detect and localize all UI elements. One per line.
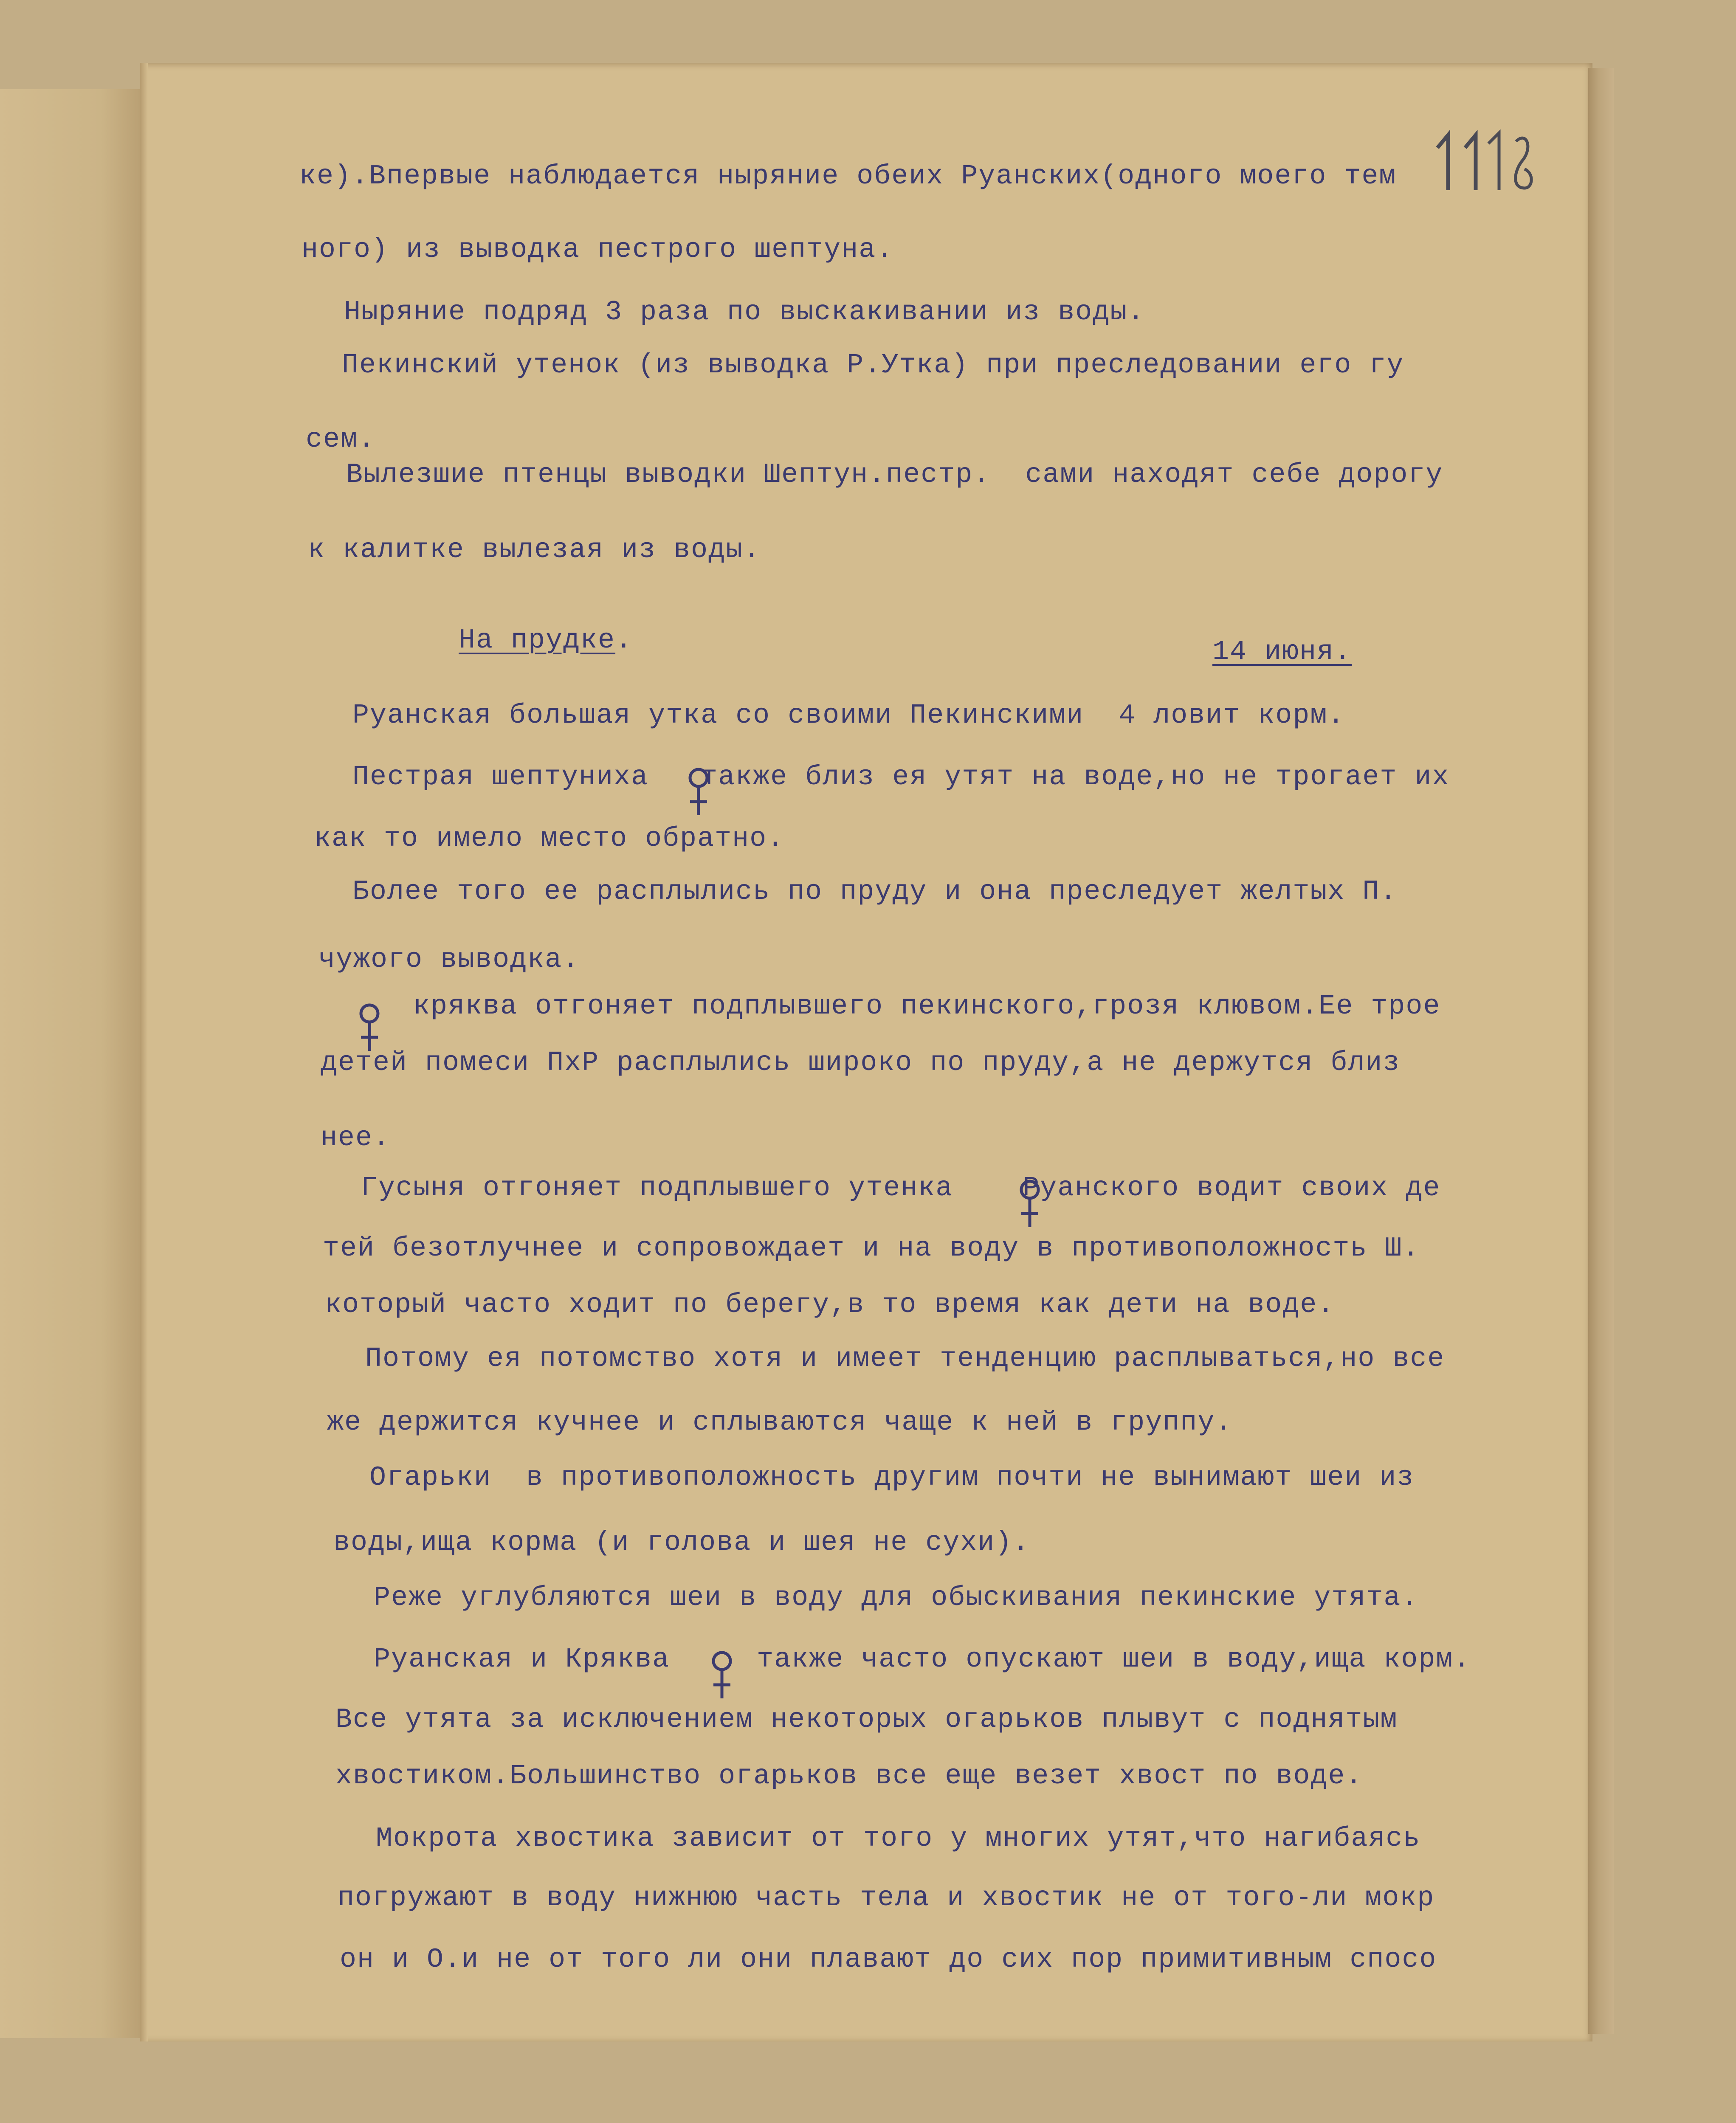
heading-place-suffix: . — [615, 625, 633, 656]
section-heading-place — [459, 623, 633, 657]
page-number-handwritten — [1425, 118, 1539, 203]
facing-page — [0, 89, 144, 2038]
text-line: Более того ее расплылись по пруду и она преследует желтых П. — [352, 876, 1398, 907]
page-number-scribble-icon — [1425, 118, 1539, 203]
text-line: Пекинский утенок (из выводка Р.Утка) при преследовании его гу — [342, 349, 1404, 381]
text-line: детей помеси ПхР расплылись широко по пруду,а не держутся близ — [321, 1047, 1401, 1078]
text-line: Огарьки в противоположность другим почти не вынимают шеи из — [369, 1462, 1415, 1493]
female-sign-icon — [707, 1647, 737, 1703]
text-line: чужого выводка. — [318, 944, 580, 975]
text-line: сем. — [306, 424, 376, 455]
text-line: воды,ища корма (и голова и шея не сухи). — [333, 1527, 1030, 1558]
heading-place: На прудке — [459, 625, 616, 656]
text-line: который часто ходит по берегу,в то время как дети на воде. — [325, 1289, 1335, 1321]
text-line: к калитке вылезая из воды. — [308, 534, 761, 566]
female-sign-icon — [684, 764, 713, 819]
section-heading-date: 14 июня. — [1212, 636, 1352, 667]
text-line: ного) из выводка пестрого шептуна. — [302, 234, 894, 265]
text-line: погружают в воду нижнюю часть тела и хвостик не от того-ли мокр — [338, 1882, 1435, 1914]
text-line: Гусыня отгоняет подплывшего утенка Руанского водит своих де — [361, 1172, 1441, 1204]
female-sign-icon — [355, 1000, 384, 1055]
text-line: Вылезшие птенцы выводки Шептун.пестр. сами находят себе дорогу — [346, 459, 1443, 490]
page-edge-shadow — [1588, 68, 1614, 2034]
text-line: Руанская большая утка со своими Пекинскими 4 ловит корм. — [352, 700, 1345, 731]
text-line: Потому ея потомство хотя и имеет тенденцию расплываться,но все — [365, 1343, 1445, 1374]
text-line: он и О.и не от того ли они плавают до сих пор примитивным спосо — [340, 1944, 1437, 1975]
text-line: кряква отгоняет подплывшего пекинского,грозя клювом.Ее трое — [361, 991, 1441, 1022]
text-line: Ныряние подряд 3 раза по выскакивании из воды. — [344, 296, 1145, 328]
text-line: тей безотлучнее и сопровождает и на воду в противоположность Ш. — [323, 1233, 1420, 1264]
text-line: Пестрая шептуниха также близ ея утят на воде,но не трогает их — [352, 761, 1450, 793]
text-line: Мокрота хвостика зависит от того у многих утят,что нагибаясь — [376, 1823, 1421, 1854]
text-line: хвостиком.Большинство огарьков все еще везет хвост по воде. — [335, 1760, 1363, 1792]
text-line: же держится кучнее и сплываются чаще к ней в группу. — [327, 1407, 1233, 1438]
page-fold — [140, 63, 148, 2041]
text-line: нее. — [321, 1122, 391, 1154]
female-sign-icon — [1015, 1176, 1045, 1231]
text-line: Руанская и Кряква также часто опускают шеи в воду,ища корм. — [374, 1644, 1471, 1675]
text-line: Все утята за исключением некоторых огарьков плывут с поднятым — [335, 1704, 1398, 1735]
text-line: Реже углубляются шеи в воду для обыскивания пекинские утята. — [374, 1582, 1419, 1613]
text-line: как то имело место обратно. — [314, 823, 785, 854]
text-line: ке).Впервые наблюдается ныряние обеих Руанских(одного моего тем — [299, 160, 1397, 192]
